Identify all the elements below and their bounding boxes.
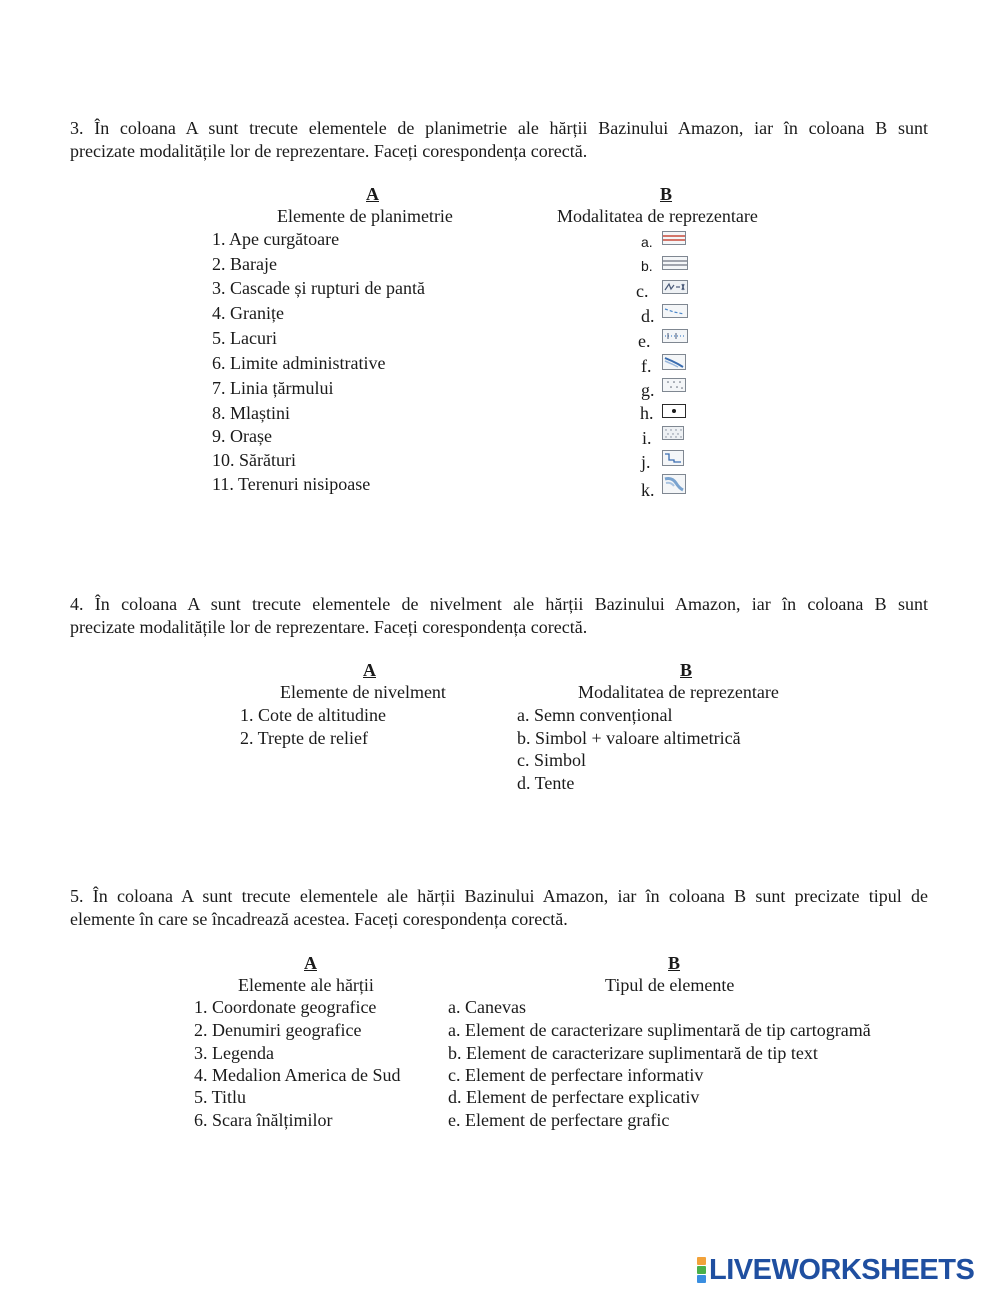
list-item: 2. Denumiri geografice [194, 1020, 362, 1040]
option-item: e. Element de perfectare grafic [448, 1110, 670, 1130]
option-letter: h. [640, 403, 654, 423]
list-item: 6. Limite administrative [212, 353, 386, 373]
list-item: 1. Coordonate geografice [194, 997, 377, 1017]
dotted-pattern-icon [662, 426, 684, 440]
cascade-symbol-icon [662, 280, 688, 294]
column-b-header: B [668, 953, 681, 973]
list-item: 9. Orașe [212, 426, 272, 446]
column-a-subtitle: Elemente de planimetrie [277, 206, 453, 226]
logo-blocks-icon [697, 1257, 706, 1283]
list-item: 4. Medalion America de Sud [194, 1065, 401, 1085]
list-item: 1. Cote de altitudine [240, 705, 386, 725]
option-letter: f. [641, 356, 652, 376]
sandy-area-icon [662, 474, 686, 494]
instruction-line: 4. În coloana A sunt trecute elementele de nivelment ale hărții Bazinului Amazon, iar în coloana B sunt [70, 594, 928, 614]
dotted-line-icon [662, 329, 688, 343]
column-b-subtitle: Modalitatea de reprezentare [578, 682, 779, 702]
column-b-header: B [660, 184, 673, 204]
list-item: 7. Linia țărmului [212, 378, 334, 398]
dot-city-icon [662, 404, 686, 418]
blue-shaded-line-icon [662, 354, 686, 370]
option-item: a. Canevas [448, 997, 526, 1017]
list-item: 2. Baraje [212, 254, 277, 274]
list-item: 1. Ape curgătoare [212, 229, 340, 249]
option-letter: e. [638, 331, 651, 351]
dashed-line-icon [662, 304, 688, 318]
option-item: a. Element de caracterizare suplimentară de tip cartogramă [448, 1020, 871, 1040]
option-item: b. Simbol + valoare altimetrică [517, 728, 741, 748]
option-letter: g. [641, 380, 655, 400]
column-a-header: A [363, 660, 376, 680]
red-double-line-icon [662, 231, 686, 245]
list-item: 4. Granițe [212, 303, 284, 323]
column-a-subtitle: Elemente de nivelment [280, 682, 446, 702]
option-item: d. Tente [517, 773, 575, 793]
list-item: 5. Lacuri [212, 328, 277, 348]
option-letter: i. [642, 428, 652, 448]
column-b-subtitle: Tipul de elemente [605, 975, 735, 995]
option-item: b. Element de caracterizare suplimentară de tip text [448, 1043, 818, 1063]
list-item: 10. Sărături [212, 450, 296, 470]
instruction-line: precizate modalitățile lor de reprezentare. Faceți corespondența corectă. [70, 141, 588, 161]
logo-block [697, 1257, 706, 1265]
logo-text: LIVEWORKSHEETS [709, 1253, 975, 1286]
list-item: 5. Titlu [194, 1087, 247, 1107]
list-item: 11. Terenuri nisipoase [212, 474, 371, 494]
column-b-header: B [680, 660, 693, 680]
option-letter: a. [641, 234, 653, 250]
option-item: d. Element de perfectare explicativ [448, 1087, 700, 1107]
column-b-subtitle: Modalitatea de reprezentare [557, 206, 758, 226]
logo-block [697, 1275, 706, 1283]
list-item: 3. Cascade și rupturi de pantă [212, 278, 425, 298]
list-item: 8. Mlaștini [212, 403, 291, 423]
instruction-line: elemente în care se încadrează acestea. Faceți corespondența corectă. [70, 909, 568, 929]
column-a-header: A [366, 184, 379, 204]
gray-double-line-icon [662, 256, 688, 270]
option-letter: b. [641, 258, 653, 274]
liveworksheets-logo[interactable] [697, 1255, 974, 1285]
logo-block [697, 1266, 706, 1274]
column-a-header: A [304, 953, 317, 973]
option-letter: k. [641, 480, 655, 500]
list-item: 6. Scara înălțimilor [194, 1110, 333, 1130]
instruction-line: 3. În coloana A sunt trecute elementele de planimetrie ale hărții Bazinului Amazon, iar în coloana B sunt [70, 118, 928, 138]
list-item: 3. Legenda [194, 1043, 274, 1063]
column-a-subtitle: Elemente ale hărții [238, 975, 374, 995]
exercise-4-instructions [70, 593, 928, 639]
exercise-5-instructions [70, 885, 928, 931]
option-letter: j. [641, 452, 651, 472]
option-letter: c. [636, 281, 649, 301]
option-letter: d. [641, 306, 655, 326]
instruction-line: precizate modalitățile lor de reprezentare. Faceți corespondența corectă. [70, 617, 588, 637]
option-item: a. Semn convențional [517, 705, 673, 725]
list-item: 2. Trepte de relief [240, 728, 368, 748]
option-item: c. Element de perfectare informativ [448, 1065, 704, 1085]
step-line-icon [662, 450, 684, 466]
instruction-line: 5. În coloana A sunt trecute elementele ale hărții Bazinului Amazon, iar în coloana B sunt precizate tipul de [70, 886, 928, 906]
exercise-3-instructions [70, 117, 928, 163]
option-item: c. Simbol [517, 750, 587, 770]
dotted-box-icon [662, 378, 686, 392]
